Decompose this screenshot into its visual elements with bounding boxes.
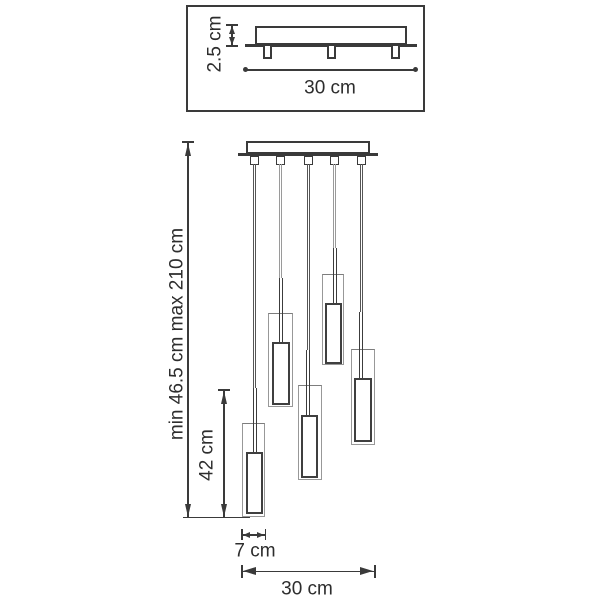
cord-stem: [279, 278, 283, 342]
canopy-mount-foot: [327, 46, 336, 59]
shade-width-label: 7 cm: [234, 540, 276, 562]
lamp-body: [272, 342, 290, 405]
suspension-cord: [279, 164, 282, 278]
arrowhead-right-icon: [360, 567, 373, 575]
lamp-body: [246, 452, 263, 514]
lamp-body: [301, 415, 318, 478]
canopy-width-dim-line: [246, 69, 415, 71]
arrowhead-up-icon: [229, 26, 235, 34]
suspension-range-label: min 46.5 cm max 210 cm: [166, 227, 188, 441]
canopy-height-label: 2.5 cm: [204, 15, 226, 73]
suspension-cord: [307, 164, 310, 350]
canopy-mount-foot: [263, 46, 272, 59]
dim-endpoint-dot: [413, 67, 418, 72]
canopy-height-dim-bar-bottom: [226, 45, 238, 47]
shade-drop-label: 42 cm: [196, 429, 218, 481]
suspension-cord: [360, 164, 363, 312]
fixture-width-bar-right: [374, 565, 376, 578]
drop-dim-line: [223, 391, 225, 517]
fixture-width-dim-line: [242, 571, 375, 573]
arrowhead-right-icon: [257, 532, 264, 538]
cord-stem: [253, 388, 257, 452]
suspension-cord: [253, 164, 256, 388]
cord-stem: [333, 248, 337, 303]
arrowhead-down-icon: [185, 504, 191, 517]
canopy-mount-foot: [391, 46, 400, 59]
cord-stem: [359, 312, 363, 378]
arrowhead-left-icon: [243, 567, 256, 575]
arrowhead-down-icon: [229, 37, 235, 45]
dim-endpoint-dot: [243, 67, 248, 72]
fixture-width-label: 30 cm: [281, 578, 333, 600]
arrowhead-down-icon: [221, 504, 227, 517]
canopy-side-view: [255, 26, 407, 45]
suspension-cord: [333, 164, 336, 248]
arrowhead-up-icon: [221, 391, 227, 404]
arrowhead-left-icon: [243, 532, 250, 538]
shade-width-bar-right: [265, 529, 267, 540]
bottom-extension-line: [183, 517, 250, 519]
lamp-body: [354, 378, 372, 442]
lamp-body: [325, 303, 342, 364]
cord-stem: [306, 350, 310, 415]
canopy-width-label: 30 cm: [304, 77, 356, 99]
arrowhead-up-icon: [185, 143, 191, 156]
